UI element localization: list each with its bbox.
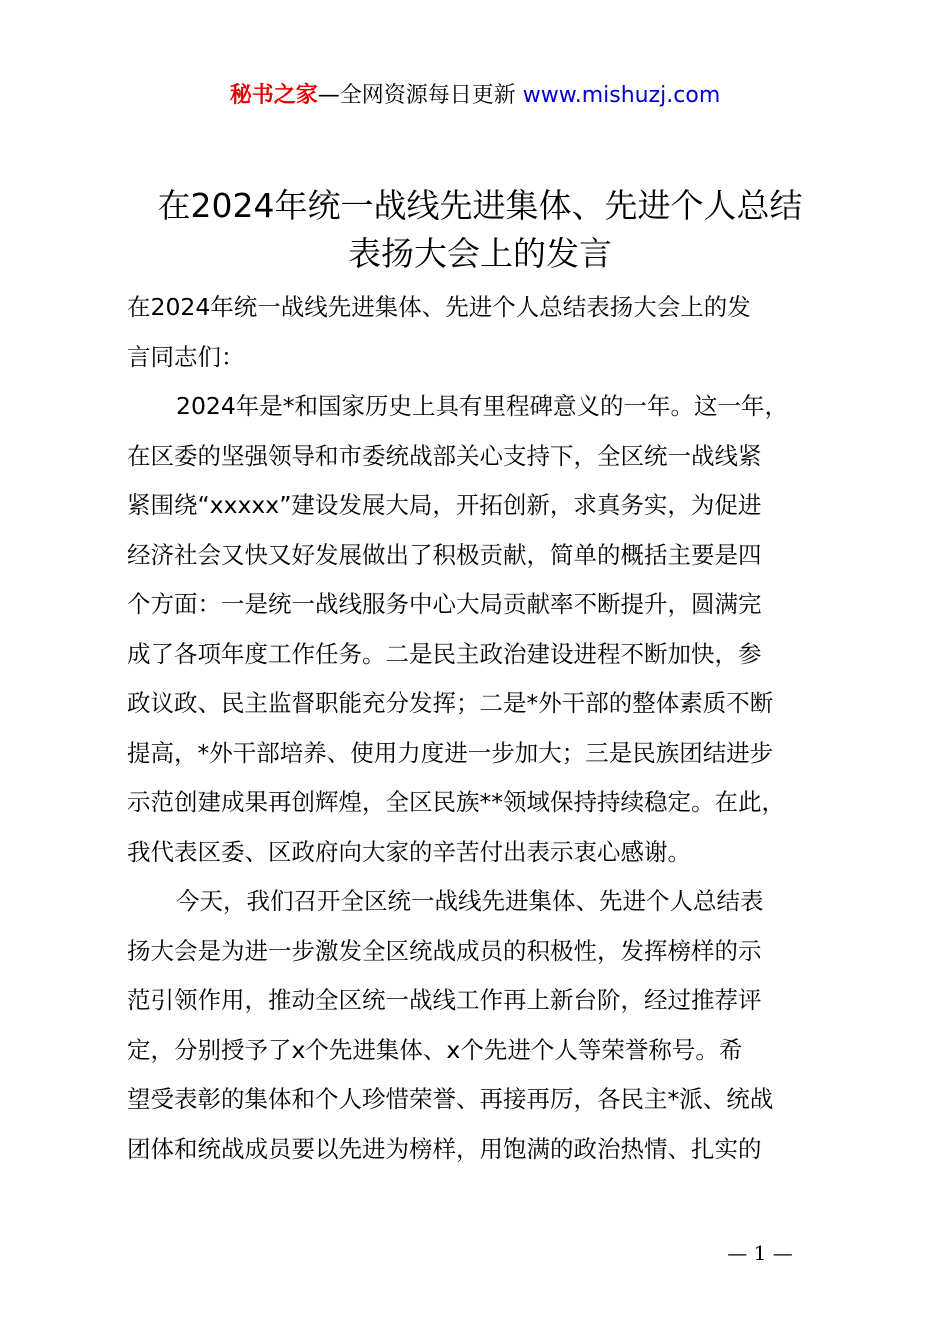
body-line: 2024年是*和国家历史上具有里程碑意义的一年。这一年， <box>176 392 789 420</box>
site-header <box>0 80 950 112</box>
body-line: 政议政、民主监督职能充分发挥；二是*外干部的整体素质不断 <box>127 689 774 717</box>
body-line: 范引领作用，推动全区统一战线工作再上新台阶，经过推荐评 <box>127 986 762 1014</box>
document-body <box>127 283 847 1174</box>
body-line: 我代表区委、区政府向大家的辛苦付出表示衷心感谢。 <box>127 837 691 866</box>
body-line: 在2024年统一战线先进集体、先进个人总结表扬大会上的发 <box>127 293 751 321</box>
body-line: 言同志们： <box>127 342 245 371</box>
body-line: 提高，*外干部培养、使用力度进一步加大；三是民族团结进步 <box>127 738 774 767</box>
page-number: — 1 — <box>727 1241 793 1265</box>
body-line: 在区委的坚强领导和市委统战部关心支持下，全区统一战线紧 <box>127 441 762 470</box>
body-line: 成了各项年度工作任务。二是民主政治建设进程不断加快，参 <box>127 639 762 668</box>
body-line: 扬大会是为进一步激发全区统战成员的积极性，发挥榜样的示 <box>127 936 762 965</box>
body-line: 个方面：一是统一战线服务中心大局贡献率不断提升，圆满完 <box>127 590 762 618</box>
title-line-1: 在2024年统一战线先进集体、先进个人总结 <box>157 186 803 225</box>
body-line: 紧围绕“xxxxx”建设发展大局，开拓创新，求真务实，为促进 <box>127 491 762 519</box>
body-line: 团体和统战成员要以先进为榜样，用饱满的政治热情、扎实的 <box>127 1134 762 1163</box>
body-line: 今天，我们召开全区统一战线先进集体、先进个人总结表 <box>176 887 764 915</box>
site-tagline: —全网资源每日更新 <box>317 83 516 108</box>
site-brand: 秘书之家 <box>229 83 318 108</box>
document-title <box>120 182 840 278</box>
site-url-link[interactable]: www.mishuzj.com <box>522 83 721 108</box>
body-line: 望受表彰的集体和个人珍惜荣誉、再接再厉，各民主*派、统战 <box>127 1085 774 1113</box>
body-line: 示范创建成果再创辉煌，全区民族**领域保持持续稳定。在此， <box>127 788 785 816</box>
body-line: 定，分别授予了x个先进集体、x个先进个人等荣誉称号。希 <box>127 1035 743 1064</box>
body-line: 经济社会又快又好发展做出了积极贡献，简单的概括主要是四 <box>127 540 762 569</box>
title-line-2: 表扬大会上的发言 <box>348 234 612 273</box>
